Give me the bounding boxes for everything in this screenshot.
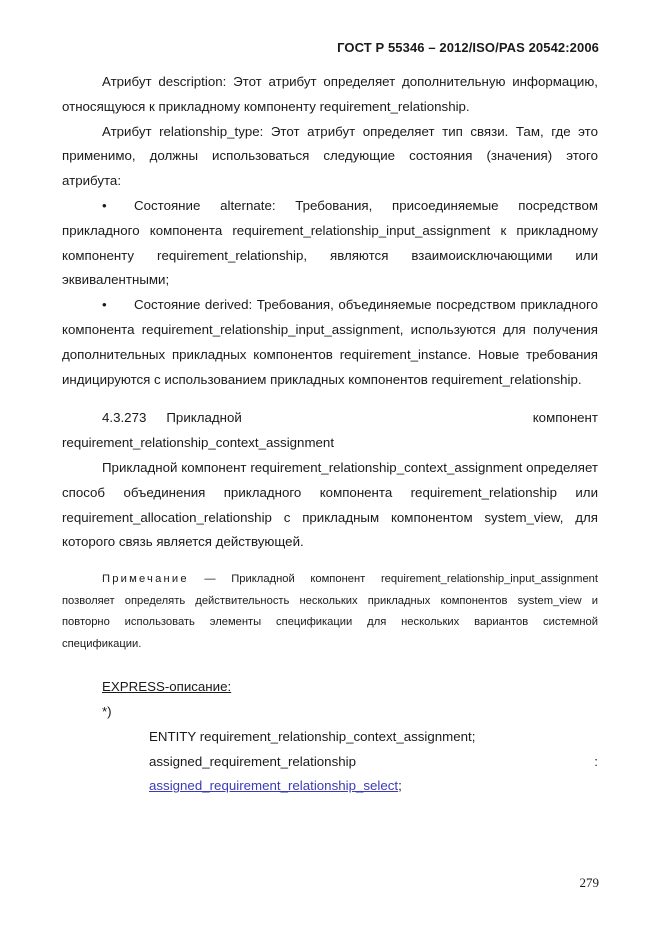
paragraph-description-attribute: Атрибут description: Этот атрибут определяет дополнительную информацию, относящуюся к прикладному компоненту requirement_relationship. [62,74,598,114]
paragraph-relationship-type-attribute: Атрибут relationship_type: Этот атрибут определяет тип связи. Там, где это применимо, должны использоваться следующие состояния (значения) этого атрибута: [62,123,598,189]
note-text: — Прикладной компонент requirement_relationship_input_assignment позволяет определять действительность нескольких прикладных компонентов system_view и повторно использовать элементы спецификации для нескольких вариантов системной спецификации. [62,573,598,650]
bullet-text: Состояние derived: Требования, объединяемые посредством прикладного компонента requirement_relationship_input_assignment, используются для получения дополнительных прикладных компонентов requirement_instance. Новые требования индицируются с использованием прикладных компонентов requirement_relationship. [62,297,598,387]
express-attribute-type-line: assigned_requirement_relationship_select; [149,778,402,794]
bullet-icon: • [102,297,107,313]
express-entity-line: ENTITY requirement_relationship_context_assignment; [149,728,476,744]
bullet-item-derived [62,293,598,392]
express-heading: EXPRESS-описание: [102,679,232,695]
bullet-icon: • [102,197,107,213]
section-heading [62,406,598,456]
document-header: ГОСТ Р 55346 – 2012/ISO/PAS 20542:2006 [337,40,599,55]
express-comment-open: *) [102,703,112,719]
attribute-colon: : [594,753,598,769]
page-body [62,70,598,799]
section-body: Прикладной компонент requirement_relationship_context_assignment определяет способ объединения прикладного компонента requirement_relationship или requirement_allocation_relationship с прикладным компонентом system_view, для которого связь является действующей. [62,459,598,550]
type-select-link[interactable]: assigned_requirement_relationship_select [149,778,399,794]
bullet-text: Состояние alternate: Требования, присоединяемые посредством прикладного компонента requirement_relationship_input_assignment к прикладному компоненту requirement_relationship, являются взаимоисключающими или эквивалентными; [62,197,598,288]
section-title-word: Прикладной [166,410,242,426]
section-title-name: requirement_relationship_context_assignment [62,435,335,451]
note-block [62,569,598,655]
page-number: 279 [579,875,599,890]
section-title-word: компонент [532,410,598,426]
note-label: Примечание [102,573,189,586]
express-attribute-line [62,750,598,775]
bullet-item-alternate [62,194,598,293]
attribute-name: assigned_requirement_relationship [149,753,356,769]
section-number: 4.3.273 [102,410,147,426]
